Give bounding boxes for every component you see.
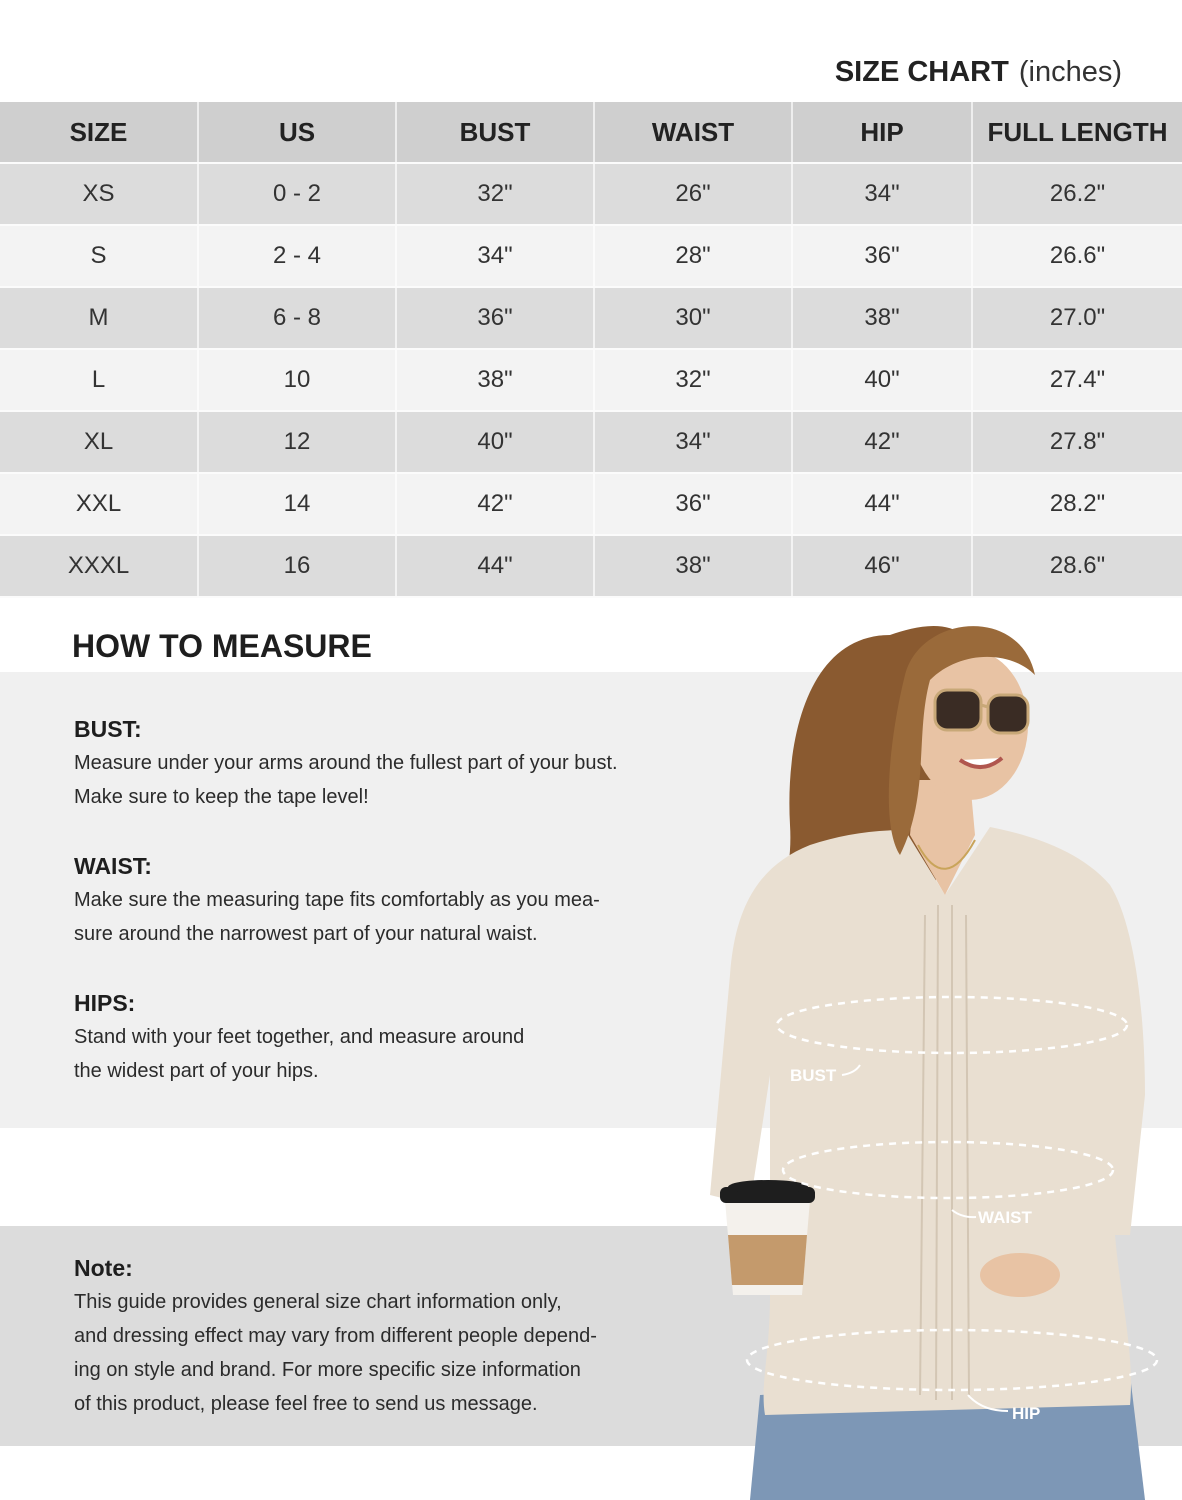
table-row	[0, 411, 1182, 473]
cell-size: S	[0, 225, 198, 287]
cell-us: 0 - 2	[198, 163, 396, 225]
waist-label: WAIST	[978, 1208, 1032, 1227]
size-chart-title	[835, 56, 1122, 89]
table-row	[0, 287, 1182, 349]
cell-full-length: 27.4"	[972, 349, 1182, 411]
cell-waist: 38"	[594, 535, 792, 597]
cell-bust: 38"	[396, 349, 594, 411]
hips-line-1: Stand with your feet together, and measure around	[74, 1026, 525, 1048]
cell-waist: 30"	[594, 287, 792, 349]
waist-instructions	[74, 851, 600, 951]
bust-label: BUST	[790, 1066, 837, 1085]
column-header-size: SIZE	[0, 102, 198, 163]
cell-hip: 44"	[792, 473, 972, 535]
hips-heading: HIPS:	[74, 990, 136, 1016]
cell-size: XXL	[0, 473, 198, 535]
note-line-3: ing on style and brand. For more specific size information	[74, 1359, 581, 1381]
hips-instructions	[74, 988, 524, 1088]
cell-bust: 36"	[396, 287, 594, 349]
how-to-measure-title: HOW TO MEASURE	[72, 628, 372, 664]
column-header-full-length: FULL LENGTH	[972, 102, 1182, 163]
blouse	[710, 827, 1145, 1415]
cell-size: XS	[0, 163, 198, 225]
cell-us: 10	[198, 349, 396, 411]
cell-bust: 34"	[396, 225, 594, 287]
size-chart-heading: SIZE CHART	[834, 56, 1009, 88]
cell-hip: 46"	[792, 535, 972, 597]
bust-line-1: Measure under your arms around the fullest part of your bust.	[74, 752, 618, 774]
cell-us: 16	[198, 535, 396, 597]
note-line-2: and dressing effect may vary from different people depend-	[74, 1325, 597, 1347]
cell-size: XXXL	[0, 535, 198, 597]
cell-size: M	[0, 287, 198, 349]
cell-bust: 42"	[396, 473, 594, 535]
hand	[980, 1253, 1060, 1297]
cell-hip: 42"	[792, 411, 972, 473]
waist-line-2: sure around the narrowest part of your natural waist.	[74, 923, 538, 945]
cell-us: 6 - 8	[198, 287, 396, 349]
table-row	[0, 349, 1182, 411]
column-header-us: US	[198, 102, 396, 163]
cell-us: 2 - 4	[198, 225, 396, 287]
cell-hip: 36"	[792, 225, 972, 287]
table-row	[0, 535, 1182, 597]
hip-label: HIP	[1012, 1404, 1041, 1423]
cell-waist: 26"	[594, 163, 792, 225]
cell-hip: 38"	[792, 287, 972, 349]
cell-waist: 32"	[594, 349, 792, 411]
table-row	[0, 163, 1182, 225]
cell-full-length: 27.0"	[972, 287, 1182, 349]
column-header-bust: BUST	[396, 102, 594, 163]
cell-size: XL	[0, 411, 198, 473]
cell-waist: 36"	[594, 473, 792, 535]
table-row	[0, 473, 1182, 535]
cell-full-length: 27.8"	[972, 411, 1182, 473]
cell-bust: 32"	[396, 163, 594, 225]
size-table	[0, 102, 1182, 598]
cell-us: 14	[198, 473, 396, 535]
note-line-1: This guide provides general size chart information only,	[74, 1291, 562, 1313]
cell-full-length: 28.2"	[972, 473, 1182, 535]
size-table-header-row	[0, 102, 1182, 163]
cell-us: 12	[198, 411, 396, 473]
cell-full-length: 26.2"	[972, 163, 1182, 225]
cell-full-length: 26.6"	[972, 225, 1182, 287]
waist-heading: WAIST:	[74, 853, 152, 879]
cell-bust: 44"	[396, 535, 594, 597]
waist-line-1: Make sure the measuring tape fits comfortably as you mea-	[74, 889, 600, 911]
column-header-hip: HIP	[792, 102, 972, 163]
size-chart-unit: (inches)	[1018, 56, 1122, 88]
note-heading: Note:	[74, 1255, 133, 1281]
table-row	[0, 225, 1182, 287]
hips-line-2: the widest part of your hips.	[74, 1060, 319, 1082]
coffee-cup-icon	[720, 1180, 815, 1295]
cell-size: L	[0, 349, 198, 411]
cell-bust: 40"	[396, 411, 594, 473]
bust-heading: BUST:	[74, 716, 142, 742]
cell-waist: 34"	[594, 411, 792, 473]
column-header-waist: WAIST	[594, 102, 792, 163]
cell-hip: 40"	[792, 349, 972, 411]
note-line-4: of this product, please feel free to send us message.	[74, 1393, 538, 1415]
bust-line-2: Make sure to keep the tape level!	[74, 786, 369, 808]
cell-full-length: 28.6"	[972, 535, 1182, 597]
model-figure	[690, 595, 1182, 1500]
cell-waist: 28"	[594, 225, 792, 287]
bust-instructions	[74, 714, 618, 814]
cell-hip: 34"	[792, 163, 972, 225]
note-section	[74, 1253, 597, 1421]
